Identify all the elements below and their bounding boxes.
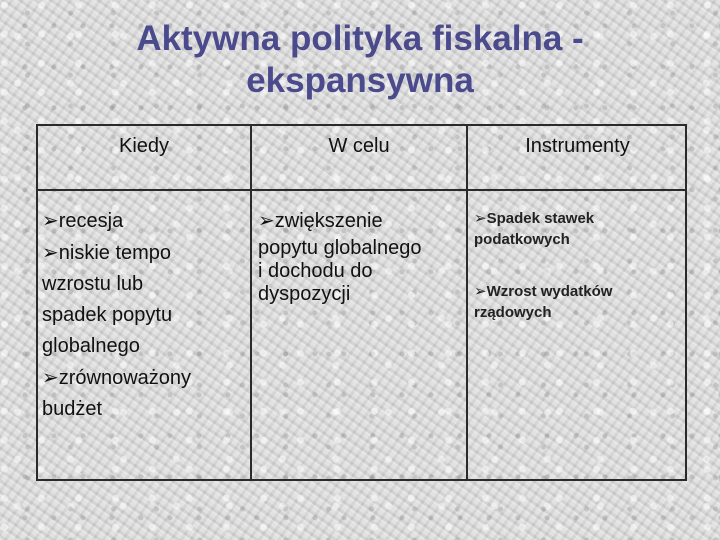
- arrow-bullet-icon: ➢: [258, 208, 275, 232]
- list-item-continuation: popytu globalnego: [258, 237, 422, 259]
- list-item: ➢Spadek stawek: [474, 209, 595, 227]
- column-divider-2: [466, 126, 468, 479]
- header-instrumenty: Instrumenty: [525, 135, 630, 157]
- spacer: [474, 250, 686, 281]
- list-item-continuation: rządowych: [474, 304, 552, 321]
- arrow-bullet-icon: ➢: [474, 209, 487, 227]
- slide-title-line-2: ekspansywna: [246, 61, 474, 100]
- list-item-continuation: budżet: [42, 398, 103, 420]
- cell-w-celu: [258, 205, 464, 306]
- list-item: ➢zwiększenie: [258, 208, 383, 232]
- column-divider-1: [250, 126, 252, 479]
- arrow-bullet-icon: ➢: [42, 365, 59, 389]
- list-item-continuation: podatkowych: [474, 231, 570, 248]
- header-kiedy: Kiedy: [118, 135, 170, 157]
- header-divider: [38, 189, 685, 191]
- list-item-continuation: wzrostu lub: [42, 273, 144, 295]
- list-item-continuation: i dochodu do: [258, 260, 373, 282]
- list-item: ➢Wzrost wydatków: [474, 282, 613, 300]
- header-w-celu: W celu: [328, 135, 390, 157]
- list-item-continuation: spadek popytu: [42, 304, 173, 326]
- list-item-continuation: dyspozycji: [258, 283, 351, 305]
- list-item: ➢recesja: [42, 208, 124, 232]
- arrow-bullet-icon: ➢: [42, 240, 59, 264]
- cell-instrumenty: [474, 208, 686, 323]
- list-item-continuation: globalnego: [42, 335, 140, 357]
- arrow-bullet-icon: ➢: [474, 282, 487, 300]
- list-item: ➢niskie tempo: [42, 240, 172, 264]
- policy-table: [36, 124, 687, 481]
- cell-kiedy: [42, 205, 246, 425]
- slide-title-line-1: Aktywna polityka fiskalna -: [136, 19, 584, 58]
- arrow-bullet-icon: ➢: [42, 208, 59, 232]
- list-item: ➢zrównoważony: [42, 365, 192, 389]
- slide-title: [60, 18, 660, 102]
